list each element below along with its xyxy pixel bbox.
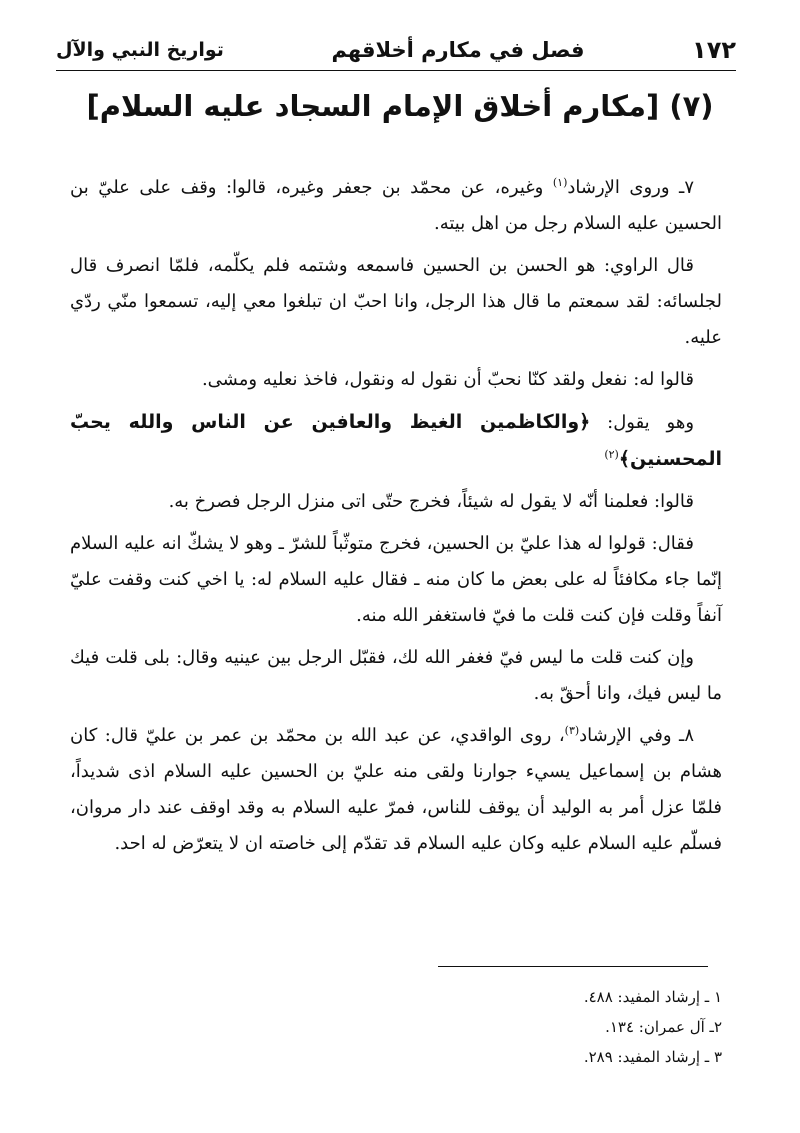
body-text (70, 170, 722, 868)
footnote-3: ٣ ـ إرشاد المفيد: ٢٨٩. (583, 1048, 722, 1066)
footnote-ref-2: (٢) (604, 448, 619, 461)
paragraph-8 (70, 718, 722, 862)
footnote-2: ٢ـ آل عمران: ١٣٤. (605, 1018, 722, 1036)
paragraph-knew: قالوا: فعلمنا أنّه لا يقول له شيئاً، فخرج حتّى اتى منزل الرجل فصرخ به. (168, 491, 694, 512)
footnote-ref-3: (٣) (564, 724, 580, 737)
paragraph-forgive: وإن كنت قلت ما ليس فيّ فغفر الله لك، فقبّل الرجل بين عينيه وقال: بلى قلت فيك ما ليس فيك، وانا أحقّ به. (70, 647, 722, 704)
paragraph-narrator: قال الراوي: هو الحسن بن الحسين فاسمعه وشتمه فلم يكلّمه، فلمّا انصرف قال لجلسائه: لقد سمعتم ما قال هذا الرجل، وانا احبّ ان تبلغوا معي إليه، تسمعوا منّي ردّي عليه. (70, 255, 722, 348)
paragraph-7-start: ٧ـ وروى الإرشاد (567, 177, 694, 198)
section-title: (٧) [مكارم أخلاق الإمام السجاد عليه السلام] (86, 89, 714, 123)
book-title: تواريخ النبي والآل (56, 39, 224, 61)
chapter-heading: فصل في مكارم أخلاقهم (331, 38, 585, 62)
footnote-ref-1: (١) (552, 176, 568, 189)
paragraph-reply: قالوا له: نفعل ولقد كنّا نحبّ أن نقول له ونقول، فاخذ نعليه ومشى. (201, 369, 694, 390)
running-header (56, 30, 736, 70)
paragraph-quran (70, 404, 722, 478)
paragraph-8-start: ٨ـ وفي الإرشاد (579, 725, 695, 746)
page-number: ١٧٢ (692, 36, 736, 64)
quran-intro: وهو يقول: (590, 412, 695, 433)
paragraph-8-rest: ، روى الواقدي، عن عبد الله بن محمّد بن عمر بن عليّ قال: كان هشام بن إسماعيل يسيء جوارنا ولقى منه عليّ بن الحسين عليه السلام اذى شديداً، فلمّا عزل أمر به الوليد أن يوقف للناس، فمرّ عليه السلام به وقد اوقف عند دار مروان، فسلّم عليه السلام عليه وكان عليه السلام قد تقدّم إلى خاصته ان لا يتعرّض له احد. (70, 725, 722, 854)
footnotes (322, 982, 722, 1072)
footnote-1: ١ ـ إرشاد المفيد: ٤٨٨. (583, 988, 722, 1006)
footnote-rule (438, 966, 708, 967)
quran-verse: ﴿والكاظمين الغيظ والعافين عن الناس والله يحبّ المحسنين﴾ (70, 411, 722, 470)
paragraph-said: فقال: قولوا له هذا عليّ بن الحسين، فخرج متوثّباً للشرّ ـ وهو لا يشكّ انه عليه السلام إنّما جاء مكافئاً له على بعض ما كان منه ـ فقال عليه السلام له: يا اخي كنت وقفت عليّ آنفاً وقلت فإن كنت قلت ما فيّ فاستغفر الله منه. (70, 533, 722, 626)
header-rule (56, 70, 736, 71)
paragraph-7 (70, 170, 722, 242)
paragraph-7-rest: وغيره، عن محمّد بن جعفر وغيره، قالوا: وقف على عليّ بن الحسين عليه السلام رجل من اهل بيته. (70, 177, 722, 234)
